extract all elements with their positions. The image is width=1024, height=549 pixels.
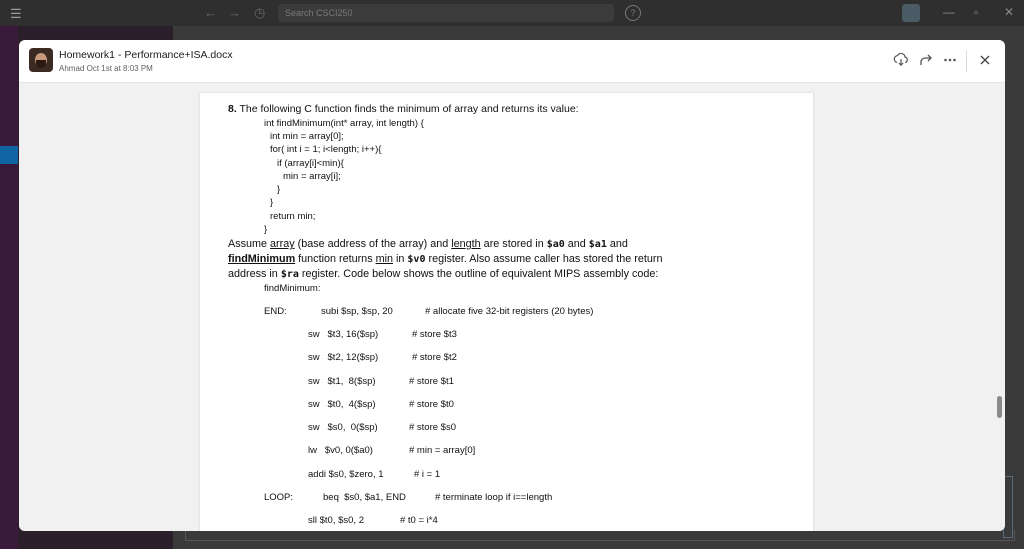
asm-instruction: sw $t2, 12($sp) (308, 352, 379, 363)
text-run: register. Also assume caller has stored the return (425, 253, 663, 265)
download-icon[interactable] (892, 52, 910, 70)
question-number: 8. (228, 103, 237, 115)
asm-instruction: sw $s0, 0($sp) (308, 422, 378, 433)
file-timestamp: Oct 1st at 8:03 PM (86, 64, 153, 73)
code-line: } (264, 224, 268, 235)
asm-comment: # store $s0 (409, 422, 456, 433)
history-icon[interactable]: ◷ (254, 5, 266, 20)
avatar (29, 48, 53, 72)
asm-comment: # store $t0 (409, 399, 454, 410)
register-ra: $ra (280, 269, 299, 280)
text-run: address in (228, 268, 281, 280)
file-author[interactable]: Ahmad (59, 64, 85, 73)
workspace-rail (0, 26, 18, 549)
maximize-icon[interactable]: ▫ (974, 5, 979, 19)
back-arrow-icon[interactable]: ← (204, 5, 217, 20)
question-line (228, 103, 579, 115)
hamburger-icon[interactable]: ☰ (10, 6, 22, 21)
search-input[interactable]: Search CSCI250 (278, 4, 614, 22)
asm-label: LOOP: (264, 492, 294, 503)
file-meta (59, 64, 153, 73)
window-close-icon[interactable]: ✕ (1004, 5, 1015, 19)
term-min: min (375, 253, 393, 265)
file-title: Homework1 - Performance+ISA.docx (59, 49, 233, 61)
asm-comment: # terminate loop if i==length (435, 492, 553, 503)
message-composer (185, 530, 1015, 541)
document-viewer[interactable] (19, 83, 1005, 531)
modal-header (19, 40, 1005, 83)
register-v0: $v0 (407, 254, 426, 265)
active-workspace-indicator (0, 146, 18, 164)
code-line: int findMinimum(int* array, int length) { (264, 118, 424, 129)
scrollbar-thumb[interactable] (997, 396, 1002, 418)
assume-paragraph-line-2 (228, 253, 663, 265)
code-line: } (277, 184, 281, 195)
term-findminimum: findMinimum (228, 253, 296, 265)
asm-instruction: sw $t1, 8($sp) (308, 376, 376, 387)
code-line: if (array[i]<min){ (277, 158, 344, 169)
asm-comment: # store $t2 (412, 352, 457, 363)
code-line: for( int i = 1; i<length; i++){ (270, 144, 382, 155)
asm-instruction: beq $s0, $a1, END (323, 492, 406, 503)
question-text: The following C function finds the minimum of array and returns its value: (239, 103, 579, 115)
forward-arrow-icon[interactable]: → (228, 5, 241, 20)
asm-comment: # min = array[0] (409, 445, 476, 456)
asm-comment: # i = 1 (414, 469, 441, 480)
asm-comment: # store $t3 (412, 329, 457, 340)
code-line: return min; (270, 211, 316, 222)
user-avatar[interactable] (902, 4, 920, 22)
text-run: in (393, 253, 408, 265)
asm-function-label: findMinimum: (264, 283, 321, 294)
header-divider (966, 50, 967, 72)
asm-instruction: sw $t3, 16($sp) (308, 329, 379, 340)
minimize-icon[interactable]: — (943, 5, 955, 19)
term-length: length (451, 238, 481, 250)
register-a1: $a1 (588, 239, 607, 250)
assume-paragraph-line-3 (228, 268, 658, 280)
text-run: are stored in (480, 238, 547, 250)
term-array: array (270, 238, 295, 250)
text-run: register. Code below shows the outline of equivalent MIPS assembly code: (298, 268, 659, 280)
asm-instruction: addi $s0, $zero, 1 (308, 469, 384, 480)
asm-label: END: (264, 306, 287, 317)
code-line: min = array[i]; (283, 171, 341, 182)
asm-comment: # t0 = i*4 (400, 515, 438, 526)
text-run: function returns (295, 253, 376, 265)
more-icon[interactable] (941, 52, 959, 70)
text-run: and (606, 238, 628, 250)
help-icon[interactable]: ? (625, 5, 641, 21)
text-run: (base address of the array) and (294, 238, 452, 250)
text-run: and (564, 238, 589, 250)
code-line: int min = array[0]; (270, 131, 344, 142)
share-icon[interactable] (917, 52, 935, 70)
app-titlebar (0, 0, 1024, 26)
document-page (200, 93, 813, 531)
asm-comment: # allocate five 32-bit registers (20 bytes) (425, 306, 594, 317)
assume-paragraph-line-1 (228, 238, 628, 250)
text-run: Assume (228, 238, 271, 250)
asm-instruction: lw $v0, 0($a0) (308, 445, 373, 456)
avatar-beard (36, 60, 46, 68)
asm-instruction: sw $t0, 4($sp) (308, 399, 376, 410)
asm-instruction: subi $sp, $sp, 20 (321, 306, 393, 317)
file-preview-modal (19, 40, 1005, 531)
code-line: } (270, 197, 274, 208)
asm-instruction: sll $t0, $s0, 2 (308, 515, 364, 526)
register-a0: $a0 (546, 239, 565, 250)
close-icon[interactable] (976, 52, 994, 70)
asm-comment: # store $t1 (409, 376, 454, 387)
